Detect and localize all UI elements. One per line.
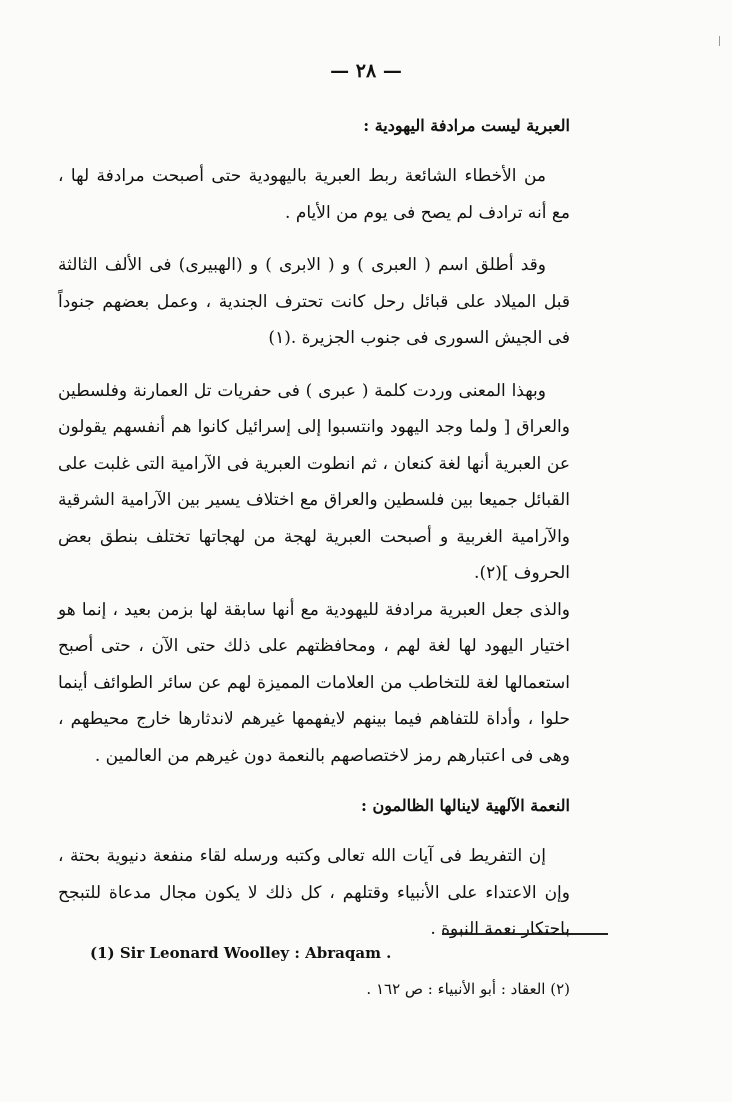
- section-heading: العبرية ليست مرادفة اليهودية :: [363, 116, 570, 135]
- footnote-2: (٢) العقاد : أبو الأنبياء : ص ١٦٢ .: [366, 980, 570, 998]
- footnote-1: (1) Sir Leonard Woolley : Abraqam .: [90, 944, 392, 962]
- footnote-divider: [442, 933, 608, 935]
- page-number: — ٢٨ —: [330, 60, 402, 82]
- section-divine-grace: [58, 792, 570, 948]
- margin-mark: [719, 36, 720, 46]
- page-body: [58, 112, 570, 964]
- section-hebrew-not-jewish: [58, 112, 570, 774]
- paragraph: من الأخطاء الشائعة ربط العبرية باليهودية حتى أصبحت مرادفة لها ، مع أنه ترادف لم يصح فى يوم من الأيام .: [58, 166, 570, 223]
- section-heading: النعمة الآلهية لاينالها الظالمون :: [361, 796, 570, 815]
- paragraph: والذى جعل العبرية مرادفة لليهودية مع أنها سابقة لها بزمن بعيد ، إنما هو اختيار اليهود لها لغة لهم ، ومحافظتهم على ذلك حتى الآن ، حتى أصبح استعمالها لغة للتخاطب من العلامات المميزة لهم عن سائر الطوائف أينما حلوا ، وأداة للتفاهم فيما بينهم لايفهمها غيرهم لاندثارها خارج محيطهم ، وهى فى اعتبارهم رمز لاختصاصهم بالنعمة دون غيرهم من العالمين .: [58, 599, 570, 766]
- paragraph: وبهذا المعنى وردت كلمة ( عبرى ) فى حفريات تل العمارنة وفلسطين والعراق [ ولما وجد اليهود وانتسبوا إلى إسرائيل كانوا هم أنفسهم يقولون عن العبرية أنها لغة كنعان ، ثم انطوت العبرية فى الآرامية التى غلبت على القبائل جميعا بين فلسطين والعراق مع اختلاف يسير بين الآرامية الشرقية والآرامية الغربية و أصبحت العبرية لهجة من لهجاتها تختلف بنطق بعض الحروف ](٢).: [58, 380, 570, 583]
- paragraph: إن التفريط فى آيات الله تعالى وكتبه ورسله لقاء منفعة دنيوية بحتة ، وإن الاعتداء على الأنبياء وقتلهم ، كل ذلك لا يكون مجال مدعاة للتبجح باحتكار نعمة النبوة .: [58, 846, 570, 939]
- paragraph: وقد أطلق اسم ( العبرى ) و ( الابرى ) و (الهبيرى) فى الألف الثالثة قبل الميلاد على قبائل رحل كانت تحترف الجندية ، وعمل بعضهم جنوداً فى الجيش السورى فى جنوب الجزيرة .(١): [58, 255, 570, 348]
